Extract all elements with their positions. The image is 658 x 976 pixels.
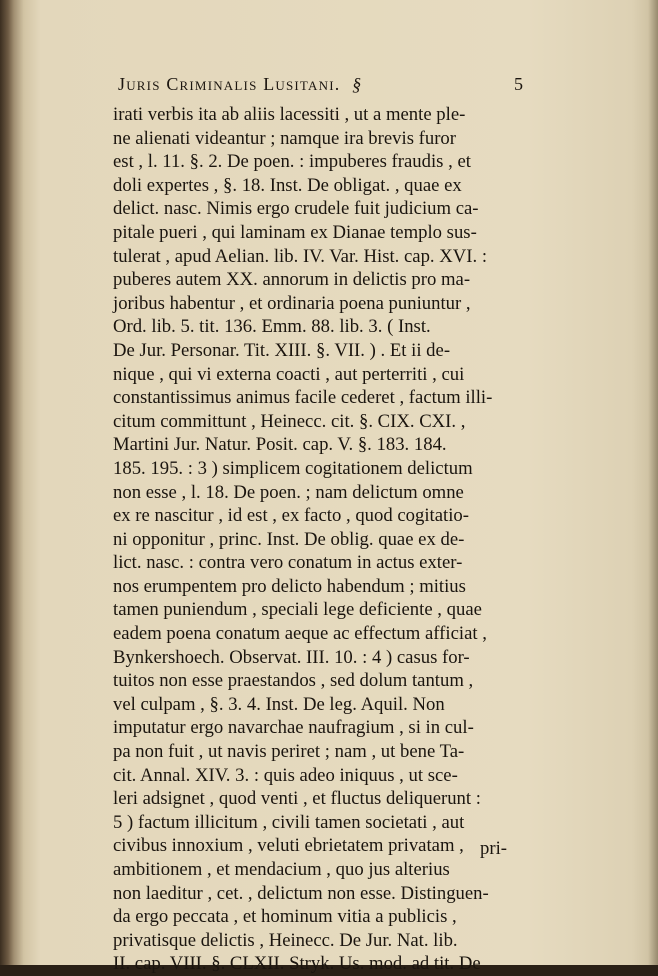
text-line: ex re nascitur , id est , ex facto , quod cogitatio- <box>113 505 469 527</box>
text-line: imputatur ergo navarchae naufragium , si in cul- <box>113 717 474 739</box>
text-line: pa non fuit , ut navis periret ; nam , ut bene Ta- <box>113 741 465 763</box>
catchword: pri- <box>480 838 507 859</box>
text-line: est , l. 11. §. 2. De poen. : impuberes fraudis , et <box>113 151 471 173</box>
text-line: Bynkershoech. Observat. III. 10. : 4 ) casus for- <box>113 646 470 668</box>
text-line: non laeditur , cet. , delictum non esse. Distinguen- <box>113 882 489 904</box>
text-line: constantissimus animus facile cederet , factum illi- <box>113 387 493 409</box>
text-line: joribus habentur , et ordinaria poena puniuntur , <box>113 292 471 314</box>
text-line: lict. nasc. : contra vero conatum in actus exter- <box>113 552 463 574</box>
text-line: 5 ) factum illicitum , civili tamen societati , aut <box>113 811 465 833</box>
text-line: delict. nasc. Nimis ergo crudele fuit judicium ca- <box>113 198 479 220</box>
text-line: ambitionem , et mendacium , quo jus alterius <box>113 859 450 880</box>
text-line: vel culpam , §. 3. 4. Inst. De leg. Aquil. Non <box>113 693 445 715</box>
text-line: tamen puniendum , speciali lege deficiente , quae <box>113 599 482 621</box>
text-line: cit. Annal. XIV. 3. : quis adeo iniquus , ut sce- <box>113 764 458 786</box>
text-line: Martini Jur. Natur. Posit. cap. V. §. 183. 184. <box>113 434 447 456</box>
text-line: II. cap. VIII. §. CLXII. Stryk. Us. mod. ad tit. De <box>113 953 481 975</box>
folio-number: 5 <box>514 74 525 94</box>
text-line: pitale pueri , qui laminam ex Dianae templo sus- <box>113 221 477 243</box>
text-line: puberes autem XX. annorum in delictis pro ma- <box>113 269 471 291</box>
text-line: non esse , l. 18. De poen. ; nam delictum omne <box>113 481 464 503</box>
text-line: civibus innoxium , veluti ebrietatem privatam , <box>113 835 464 857</box>
text-line: Ord. lib. 5. tit. 136. Emm. 88. lib. 3. ( Inst. <box>113 316 431 338</box>
text-line: leri adsignet , quod venti , et fluctus deliquerunt : <box>113 788 481 810</box>
text-line: nique , qui vi externa coacti , aut perterriti , cui <box>113 363 465 385</box>
book-page <box>40 0 650 975</box>
running-head-title: Juris Criminalis Lusitani. <box>118 74 341 94</box>
text-line: ne alienati videantur ; namque ira brevis furor <box>113 127 456 149</box>
section-mark: § <box>352 74 363 94</box>
text-line: ni opponitur , princ. Inst. De oblig. quae ex de- <box>113 528 465 550</box>
text-line: privatisque delictis , Heinecc. De Jur. Nat. lib. <box>113 929 458 951</box>
text-line: doli expertes , §. 18. Inst. De obligat. , quae ex <box>113 174 462 196</box>
text-line: 185. 195. : 3 ) simplicem cogitationem delictum <box>113 457 473 479</box>
text-line: da ergo peccata , et hominum vitia a publicis , <box>113 906 457 928</box>
text-line: De Jur. Personar. Tit. XIII. §. VII. ) . Et ii de- <box>113 339 451 361</box>
text-line: citum committunt , Heinecc. cit. §. CIX. CXI. , <box>113 410 466 432</box>
text-line: tuitos non esse praestandos , sed dolum tantum , <box>113 670 474 692</box>
text-line: nos erumpentem pro delicto habendum ; mitius <box>113 575 466 597</box>
running-head <box>118 74 548 104</box>
text-line: tulerat , apud Aelian. lib. IV. Var. Hist. cap. XVI. : <box>113 245 488 267</box>
text-line: eadem poena conatum aeque ac effectum afficiat , <box>113 623 487 645</box>
text-line: irati verbis ita ab aliis lacessiti , ut a mente ple- <box>113 104 466 125</box>
